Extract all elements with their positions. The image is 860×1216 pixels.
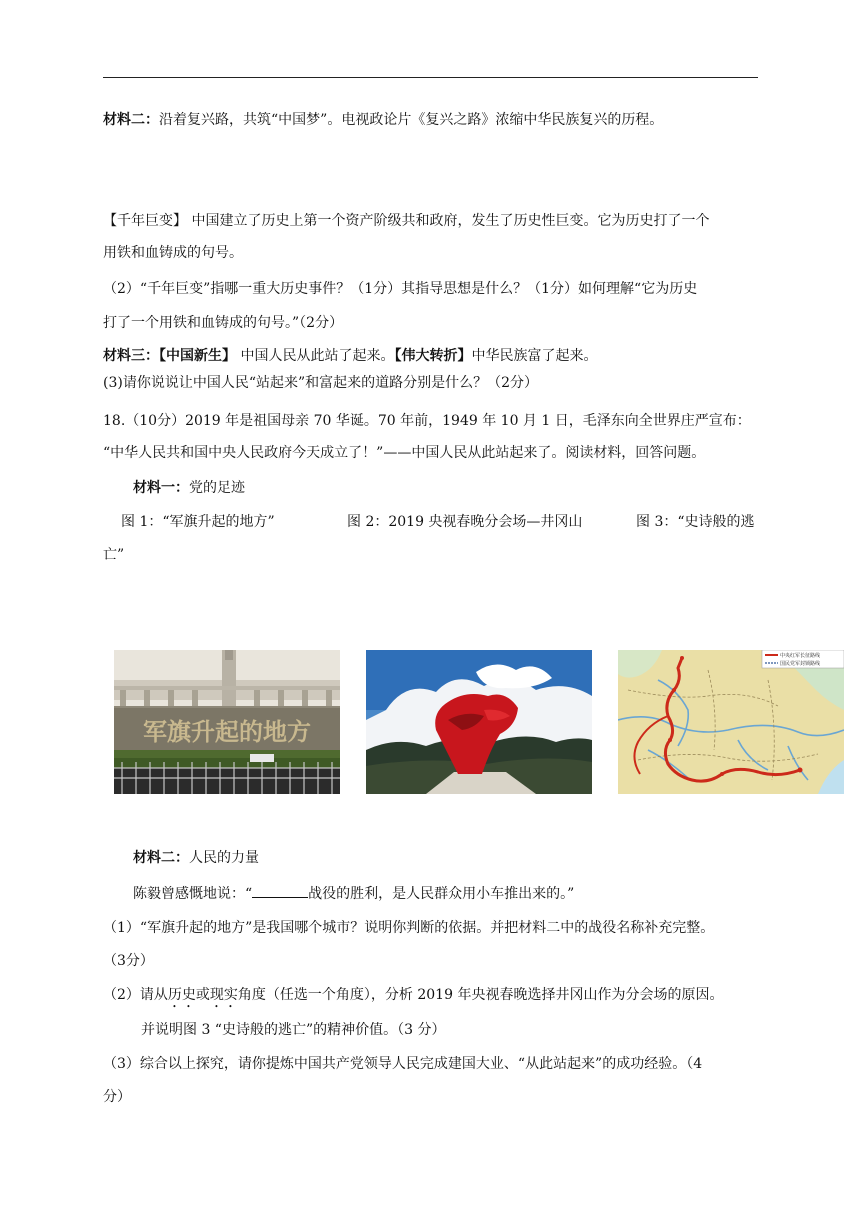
qnbb-line-1: 【千年巨变】 中国建立了历史上第一个资产阶级共和政府，发生了历史性巨变。它为历史打了一个 bbox=[103, 213, 710, 229]
figure-1-photo bbox=[114, 650, 340, 794]
part-1-line-2: （3分） bbox=[103, 953, 154, 969]
figure-2-caption: 图 2：2019 央视春晚分会场—井冈山 bbox=[347, 514, 583, 530]
chenyi-quote bbox=[133, 883, 574, 904]
question-3: (3)请你说说让中国人民“站起来”和富起来的道路分别是什么？（2分） bbox=[103, 375, 539, 391]
emphasis-history: 历史 bbox=[167, 987, 196, 1003]
quote-start: 陈毅曾感慨地说：“ bbox=[133, 886, 253, 902]
material-text: 中华民族富了起来。 bbox=[471, 348, 598, 364]
material-label: 材料三：【中国新生】 bbox=[103, 348, 236, 364]
material-text: 人民的力量 bbox=[189, 850, 259, 866]
part-2-line-2: 并说明图 3 “史诗般的逃亡”的精神价值。（3 分） bbox=[141, 1022, 446, 1038]
material-text: 沿着复兴路，共筑“中国梦”。电视政论片《复兴之路》浓缩中华民族复兴的历程。 bbox=[159, 112, 664, 128]
part-3-line-1: （3）综合以上探究，请你提炼中国共产党领导人民完成建国大业、“从此站起来”的成功经验。（4 bbox=[103, 1056, 703, 1072]
material-label: 材料二： bbox=[133, 850, 189, 866]
material-two bbox=[133, 848, 259, 868]
figure-2-photo bbox=[366, 650, 592, 794]
material-text: 中国人民从此站了起来。 bbox=[236, 348, 395, 364]
map-legend-blockade: 国民党军封锁路线 bbox=[780, 661, 821, 667]
part-2-text: 角度（任选一个角度），分析 2019 年央视春晚选择井冈山作为分会场的原因。 bbox=[237, 987, 724, 1003]
part-1-line-1: （1）“军旗升起的地方”是我国哪个城市？说明你判断的依据。并把材料二中的战役名称补充完整。 bbox=[103, 920, 715, 936]
figure-1-caption: 图 1：“军旗升起的地方” bbox=[121, 514, 275, 530]
material-label: 材料二： bbox=[103, 112, 159, 128]
quote-end: 战役的胜利，是人民群众用小车推出来的。” bbox=[308, 886, 575, 902]
question-2-line-1: （2）“千年巨变”指哪一重大历史事件？（1分）其指导思想是什么？（1分）如何理解“它为历史 bbox=[103, 281, 698, 297]
part-2-line-1 bbox=[103, 985, 723, 1011]
material-text: 党的足迹 bbox=[189, 480, 245, 496]
part-3-line-2: 分） bbox=[103, 1089, 131, 1105]
figure-3-caption-wrap: 亡” bbox=[103, 547, 125, 563]
figure-3-map bbox=[618, 650, 844, 794]
part-2-text: 或 bbox=[195, 987, 210, 1003]
material-one bbox=[133, 478, 245, 498]
map-legend-route: 中央红军长征路线 bbox=[780, 653, 821, 659]
question-18-line-1: 18.（10分）2019 年是祖国母亲 70 华诞。70 年前，1949 年 10 月 1 日，毛泽东向全世界庄严宣布： bbox=[103, 413, 751, 429]
question-2-line-2: 打了一个用铁和血铸成的句号。”（2分） bbox=[103, 315, 344, 331]
fill-in-blank[interactable] bbox=[252, 883, 308, 898]
material-three bbox=[103, 346, 597, 366]
figure-1-inscription: 军旗升起的地方 bbox=[143, 717, 311, 746]
part-2-text: （2）请从 bbox=[103, 987, 168, 1003]
header-rule bbox=[103, 77, 758, 78]
question-18-line-2: “中华人民共和国中央人民政府今天成立了！”——中国人民从此站起来了。阅读材料，回答问题。 bbox=[103, 445, 706, 461]
qnbb-line-2: 用铁和血铸成的句号。 bbox=[103, 245, 243, 261]
material-label: 材料一： bbox=[133, 480, 189, 496]
material-two-intro bbox=[103, 110, 663, 130]
figure-3-caption: 图 3：“史诗般的逃 bbox=[636, 514, 755, 530]
emphasis-reality: 现实 bbox=[209, 987, 238, 1003]
material-label: 【伟大转折】 bbox=[394, 348, 472, 364]
